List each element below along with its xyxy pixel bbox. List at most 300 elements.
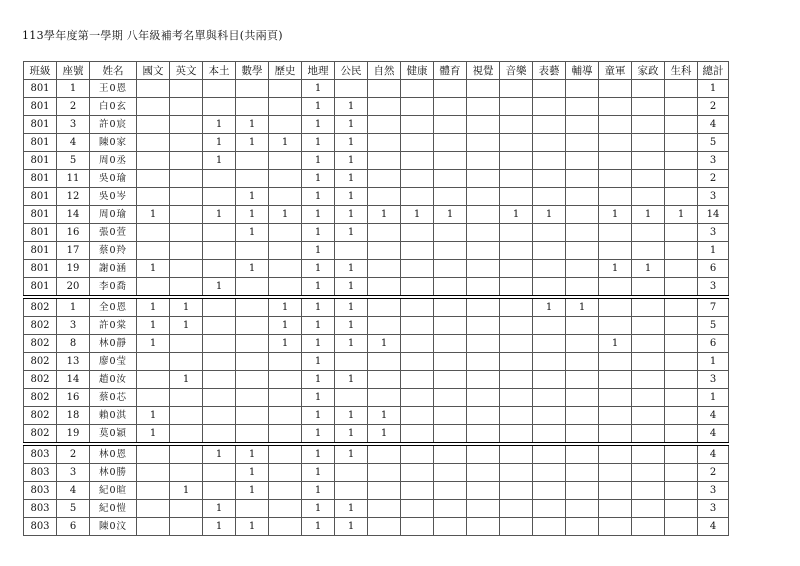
cell-performing-arts xyxy=(533,80,566,98)
cell-math xyxy=(236,500,269,518)
cell-total: 2 xyxy=(698,98,729,116)
cell-scouts: 1 xyxy=(599,206,632,224)
cell-counseling xyxy=(566,335,599,353)
cell-life-tech xyxy=(665,260,698,278)
cell-chinese xyxy=(137,242,170,260)
cell-geography: 1 xyxy=(302,98,335,116)
cell-total: 14 xyxy=(698,206,729,224)
cell-health xyxy=(401,278,434,298)
cell-class: 801 xyxy=(24,152,57,170)
cell-seat: 2 xyxy=(57,98,90,116)
cell-total: 1 xyxy=(698,353,729,371)
cell-visual-arts xyxy=(467,389,500,407)
cell-scouts: 1 xyxy=(599,260,632,278)
cell-name: 王0恩 xyxy=(90,80,137,98)
cell-math: 1 xyxy=(236,464,269,482)
cell-total: 4 xyxy=(698,518,729,536)
cell-performing-arts xyxy=(533,317,566,335)
cell-scouts xyxy=(599,317,632,335)
cell-scouts xyxy=(599,371,632,389)
cell-life-tech xyxy=(665,80,698,98)
cell-civics xyxy=(335,80,368,98)
cell-english: 1 xyxy=(170,297,203,317)
cell-history xyxy=(269,98,302,116)
cell-pe xyxy=(434,152,467,170)
cell-visual-arts xyxy=(467,206,500,224)
cell-class: 801 xyxy=(24,188,57,206)
cell-pe xyxy=(434,278,467,298)
cell-visual-arts xyxy=(467,170,500,188)
cell-name: 廖0莹 xyxy=(90,353,137,371)
cell-life-tech xyxy=(665,407,698,425)
cell-english xyxy=(170,353,203,371)
cell-geography: 1 xyxy=(302,317,335,335)
cell-pe xyxy=(434,170,467,188)
cell-geography: 1 xyxy=(302,444,335,464)
cell-science xyxy=(368,224,401,242)
cell-geography: 1 xyxy=(302,407,335,425)
cell-math xyxy=(236,317,269,335)
cell-history xyxy=(269,371,302,389)
cell-pe xyxy=(434,389,467,407)
cell-science xyxy=(368,260,401,278)
cell-music xyxy=(500,371,533,389)
cell-chinese xyxy=(137,353,170,371)
cell-life-tech xyxy=(665,297,698,317)
cell-civics: 1 xyxy=(335,170,368,188)
cell-home-economics xyxy=(632,335,665,353)
cell-math xyxy=(236,278,269,298)
cell-science: 1 xyxy=(368,206,401,224)
cell-name: 蔡0芯 xyxy=(90,389,137,407)
makeup-exam-table xyxy=(23,61,729,536)
cell-math xyxy=(236,389,269,407)
cell-seat: 6 xyxy=(57,518,90,536)
cell-music xyxy=(500,353,533,371)
cell-class: 802 xyxy=(24,335,57,353)
cell-math xyxy=(236,80,269,98)
cell-performing-arts xyxy=(533,425,566,445)
cell-english xyxy=(170,335,203,353)
cell-civics: 1 xyxy=(335,278,368,298)
cell-name: 周0瑜 xyxy=(90,206,137,224)
cell-health xyxy=(401,500,434,518)
cell-health xyxy=(401,444,434,464)
cell-health xyxy=(401,242,434,260)
cell-scouts xyxy=(599,297,632,317)
cell-visual-arts xyxy=(467,482,500,500)
table-row xyxy=(24,335,729,353)
cell-math xyxy=(236,152,269,170)
cell-total: 3 xyxy=(698,152,729,170)
cell-music xyxy=(500,407,533,425)
cell-health xyxy=(401,134,434,152)
cell-scouts xyxy=(599,425,632,445)
cell-seat: 14 xyxy=(57,371,90,389)
column-header-scouts: 童軍 xyxy=(599,62,632,80)
cell-english xyxy=(170,98,203,116)
cell-math xyxy=(236,98,269,116)
column-header-performing-arts: 表藝 xyxy=(533,62,566,80)
cell-home-economics xyxy=(632,371,665,389)
cell-seat: 13 xyxy=(57,353,90,371)
cell-health xyxy=(401,482,434,500)
cell-civics: 1 xyxy=(335,518,368,536)
cell-civics: 1 xyxy=(335,297,368,317)
cell-local-language xyxy=(203,335,236,353)
cell-scouts xyxy=(599,464,632,482)
column-header-total: 總計 xyxy=(698,62,729,80)
cell-science xyxy=(368,389,401,407)
column-header-geography: 地理 xyxy=(302,62,335,80)
table-row xyxy=(24,224,729,242)
cell-english xyxy=(170,389,203,407)
cell-music xyxy=(500,80,533,98)
cell-name: 林0恩 xyxy=(90,444,137,464)
cell-pe xyxy=(434,260,467,278)
cell-history xyxy=(269,482,302,500)
cell-english xyxy=(170,407,203,425)
cell-history xyxy=(269,224,302,242)
cell-local-language xyxy=(203,80,236,98)
cell-local-language xyxy=(203,371,236,389)
cell-scouts xyxy=(599,444,632,464)
cell-english xyxy=(170,260,203,278)
cell-music xyxy=(500,500,533,518)
cell-music xyxy=(500,482,533,500)
cell-name: 全0恩 xyxy=(90,297,137,317)
cell-life-tech xyxy=(665,242,698,260)
cell-local-language xyxy=(203,464,236,482)
cell-name: 白0玄 xyxy=(90,98,137,116)
cell-civics: 1 xyxy=(335,444,368,464)
cell-home-economics xyxy=(632,80,665,98)
cell-name: 周0丞 xyxy=(90,152,137,170)
cell-total: 3 xyxy=(698,224,729,242)
cell-geography: 1 xyxy=(302,518,335,536)
cell-science xyxy=(368,98,401,116)
cell-home-economics xyxy=(632,353,665,371)
cell-civics: 1 xyxy=(335,98,368,116)
cell-life-tech xyxy=(665,500,698,518)
cell-history: 1 xyxy=(269,317,302,335)
cell-math: 1 xyxy=(236,518,269,536)
cell-counseling xyxy=(566,353,599,371)
cell-home-economics xyxy=(632,297,665,317)
cell-class: 802 xyxy=(24,317,57,335)
cell-seat: 2 xyxy=(57,444,90,464)
cell-scouts xyxy=(599,188,632,206)
cell-performing-arts xyxy=(533,242,566,260)
cell-local-language: 1 xyxy=(203,152,236,170)
cell-seat: 14 xyxy=(57,206,90,224)
cell-life-tech xyxy=(665,317,698,335)
cell-pe xyxy=(434,425,467,445)
cell-english xyxy=(170,188,203,206)
cell-music: 1 xyxy=(500,206,533,224)
cell-total: 1 xyxy=(698,242,729,260)
cell-health: 1 xyxy=(401,206,434,224)
cell-science xyxy=(368,297,401,317)
cell-chinese: 1 xyxy=(137,407,170,425)
table-row xyxy=(24,518,729,536)
cell-history xyxy=(269,518,302,536)
cell-life-tech xyxy=(665,335,698,353)
cell-life-tech xyxy=(665,464,698,482)
cell-performing-arts xyxy=(533,518,566,536)
cell-counseling xyxy=(566,206,599,224)
cell-geography: 1 xyxy=(302,425,335,445)
cell-english xyxy=(170,206,203,224)
cell-performing-arts xyxy=(533,98,566,116)
cell-life-tech xyxy=(665,134,698,152)
cell-health xyxy=(401,464,434,482)
cell-english xyxy=(170,518,203,536)
cell-visual-arts xyxy=(467,464,500,482)
cell-history xyxy=(269,389,302,407)
cell-life-tech xyxy=(665,444,698,464)
cell-performing-arts: 1 xyxy=(533,206,566,224)
table-row xyxy=(24,500,729,518)
cell-total: 2 xyxy=(698,464,729,482)
cell-performing-arts xyxy=(533,188,566,206)
cell-name: 紀0暄 xyxy=(90,482,137,500)
cell-name: 吳0瑜 xyxy=(90,170,137,188)
cell-life-tech xyxy=(665,116,698,134)
cell-performing-arts xyxy=(533,335,566,353)
cell-history xyxy=(269,188,302,206)
cell-local-language xyxy=(203,389,236,407)
cell-math: 1 xyxy=(236,134,269,152)
cell-home-economics: 1 xyxy=(632,206,665,224)
cell-pe xyxy=(434,464,467,482)
cell-visual-arts xyxy=(467,98,500,116)
cell-scouts xyxy=(599,389,632,407)
column-header-science: 自然 xyxy=(368,62,401,80)
cell-visual-arts xyxy=(467,260,500,278)
cell-history xyxy=(269,407,302,425)
cell-life-tech xyxy=(665,224,698,242)
cell-total: 4 xyxy=(698,425,729,445)
cell-math xyxy=(236,170,269,188)
cell-music xyxy=(500,317,533,335)
cell-science xyxy=(368,317,401,335)
column-header-pe: 體育 xyxy=(434,62,467,80)
cell-life-tech xyxy=(665,371,698,389)
cell-local-language: 1 xyxy=(203,278,236,298)
cell-civics xyxy=(335,242,368,260)
table-row xyxy=(24,464,729,482)
cell-geography: 1 xyxy=(302,152,335,170)
cell-class: 803 xyxy=(24,500,57,518)
cell-chinese xyxy=(137,518,170,536)
cell-science xyxy=(368,134,401,152)
cell-chinese: 1 xyxy=(137,206,170,224)
cell-performing-arts xyxy=(533,116,566,134)
cell-english xyxy=(170,116,203,134)
table-row xyxy=(24,98,729,116)
cell-visual-arts xyxy=(467,444,500,464)
cell-life-tech: 1 xyxy=(665,206,698,224)
cell-civics: 1 xyxy=(335,116,368,134)
cell-counseling xyxy=(566,407,599,425)
cell-class: 801 xyxy=(24,224,57,242)
cell-local-language: 1 xyxy=(203,444,236,464)
cell-music xyxy=(500,116,533,134)
cell-counseling xyxy=(566,371,599,389)
cell-name: 紀0愷 xyxy=(90,500,137,518)
cell-life-tech xyxy=(665,170,698,188)
cell-total: 3 xyxy=(698,278,729,298)
cell-scouts: 1 xyxy=(599,335,632,353)
cell-visual-arts xyxy=(467,116,500,134)
cell-total: 1 xyxy=(698,80,729,98)
cell-chinese xyxy=(137,188,170,206)
cell-music xyxy=(500,260,533,278)
table-row xyxy=(24,242,729,260)
cell-music xyxy=(500,444,533,464)
cell-chinese xyxy=(137,116,170,134)
cell-life-tech xyxy=(665,188,698,206)
cell-health xyxy=(401,297,434,317)
cell-visual-arts xyxy=(467,317,500,335)
cell-class: 801 xyxy=(24,134,57,152)
cell-class: 802 xyxy=(24,425,57,445)
cell-class: 801 xyxy=(24,260,57,278)
cell-pe xyxy=(434,134,467,152)
cell-geography: 1 xyxy=(302,116,335,134)
cell-health xyxy=(401,335,434,353)
cell-chinese: 1 xyxy=(137,317,170,335)
cell-life-tech xyxy=(665,518,698,536)
cell-geography: 1 xyxy=(302,464,335,482)
cell-counseling xyxy=(566,317,599,335)
cell-local-language xyxy=(203,224,236,242)
column-header-civics: 公民 xyxy=(335,62,368,80)
cell-seat: 18 xyxy=(57,407,90,425)
cell-health xyxy=(401,425,434,445)
cell-scouts xyxy=(599,224,632,242)
cell-life-tech xyxy=(665,389,698,407)
column-header-history: 歷史 xyxy=(269,62,302,80)
cell-english xyxy=(170,80,203,98)
cell-local-language xyxy=(203,482,236,500)
cell-civics xyxy=(335,353,368,371)
cell-civics: 1 xyxy=(335,371,368,389)
cell-pe xyxy=(434,242,467,260)
cell-name: 陳0家 xyxy=(90,134,137,152)
cell-math: 1 xyxy=(236,206,269,224)
cell-math: 1 xyxy=(236,482,269,500)
cell-performing-arts xyxy=(533,134,566,152)
cell-history xyxy=(269,116,302,134)
cell-total: 4 xyxy=(698,444,729,464)
cell-scouts xyxy=(599,407,632,425)
cell-science: 1 xyxy=(368,335,401,353)
cell-health xyxy=(401,224,434,242)
cell-home-economics xyxy=(632,152,665,170)
cell-civics xyxy=(335,389,368,407)
cell-counseling xyxy=(566,170,599,188)
cell-home-economics xyxy=(632,482,665,500)
cell-name: 吳0岑 xyxy=(90,188,137,206)
cell-geography: 1 xyxy=(302,371,335,389)
cell-pe xyxy=(434,317,467,335)
cell-music xyxy=(500,425,533,445)
cell-class: 803 xyxy=(24,518,57,536)
cell-home-economics xyxy=(632,116,665,134)
cell-health xyxy=(401,353,434,371)
cell-performing-arts xyxy=(533,371,566,389)
cell-geography: 1 xyxy=(302,170,335,188)
cell-pe xyxy=(434,335,467,353)
cell-history: 1 xyxy=(269,134,302,152)
cell-local-language: 1 xyxy=(203,116,236,134)
cell-math xyxy=(236,297,269,317)
table-header-row xyxy=(24,62,729,80)
cell-science xyxy=(368,242,401,260)
cell-home-economics xyxy=(632,389,665,407)
cell-counseling xyxy=(566,278,599,298)
cell-class: 803 xyxy=(24,464,57,482)
cell-civics: 1 xyxy=(335,206,368,224)
cell-history: 1 xyxy=(269,206,302,224)
cell-geography: 1 xyxy=(302,297,335,317)
cell-science xyxy=(368,152,401,170)
cell-class: 802 xyxy=(24,353,57,371)
cell-history xyxy=(269,444,302,464)
cell-total: 3 xyxy=(698,188,729,206)
cell-science xyxy=(368,278,401,298)
cell-counseling xyxy=(566,116,599,134)
cell-visual-arts xyxy=(467,80,500,98)
cell-health xyxy=(401,98,434,116)
cell-name: 張0萱 xyxy=(90,224,137,242)
cell-chinese xyxy=(137,500,170,518)
cell-local-language xyxy=(203,242,236,260)
cell-science xyxy=(368,482,401,500)
cell-history xyxy=(269,353,302,371)
cell-total: 1 xyxy=(698,389,729,407)
cell-english: 1 xyxy=(170,317,203,335)
cell-pe xyxy=(434,80,467,98)
cell-home-economics xyxy=(632,407,665,425)
cell-geography: 1 xyxy=(302,335,335,353)
cell-history: 1 xyxy=(269,297,302,317)
cell-total: 2 xyxy=(698,170,729,188)
cell-performing-arts xyxy=(533,389,566,407)
cell-counseling xyxy=(566,242,599,260)
cell-chinese xyxy=(137,278,170,298)
cell-english xyxy=(170,500,203,518)
cell-visual-arts xyxy=(467,425,500,445)
cell-chinese xyxy=(137,389,170,407)
column-header-music: 音樂 xyxy=(500,62,533,80)
cell-chinese xyxy=(137,152,170,170)
cell-pe xyxy=(434,482,467,500)
cell-class: 803 xyxy=(24,482,57,500)
cell-pe xyxy=(434,353,467,371)
cell-health xyxy=(401,518,434,536)
cell-name: 莫0穎 xyxy=(90,425,137,445)
column-header-life-tech: 生科 xyxy=(665,62,698,80)
cell-health xyxy=(401,260,434,278)
cell-civics: 1 xyxy=(335,425,368,445)
cell-geography: 1 xyxy=(302,482,335,500)
cell-local-language xyxy=(203,260,236,278)
cell-name: 李0喬 xyxy=(90,278,137,298)
cell-music xyxy=(500,297,533,317)
